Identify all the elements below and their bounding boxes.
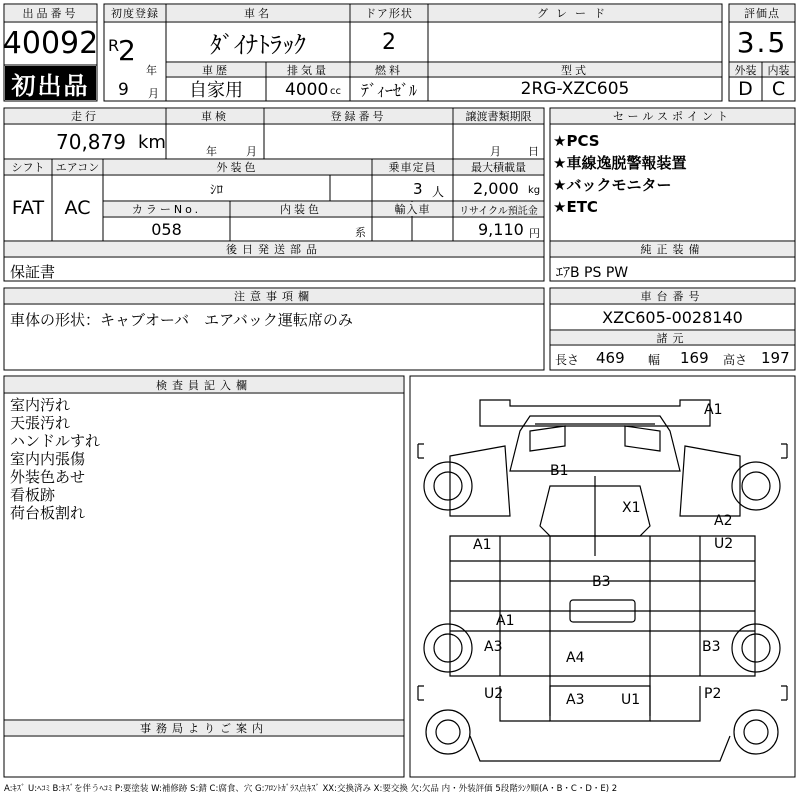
interior-color-label: 内装色 xyxy=(231,202,371,216)
exterior-label: 外装 xyxy=(730,63,761,76)
sales-point: ★車線逸脱警報装置 xyxy=(553,154,687,172)
inspector-item: ハンドルすれ xyxy=(10,432,101,450)
reg-month: 9 xyxy=(118,80,129,100)
later-parts-value: 保証書 xyxy=(10,263,56,281)
mark-bed-left: A1 xyxy=(496,613,515,629)
exterior-color-label: 外装色 xyxy=(104,160,371,174)
height-label: 高さ xyxy=(723,353,748,367)
shift-value: FAT xyxy=(11,197,45,219)
max-load-unit: kg xyxy=(528,185,541,196)
mark-right-rear-panel: B3 xyxy=(702,639,721,655)
aircon-value: AC xyxy=(64,197,91,219)
aircon-label: エアコン xyxy=(53,160,102,174)
exterior-score: D xyxy=(738,78,753,100)
mark-tailgate-left: A3 xyxy=(566,692,585,708)
car-name: ﾀﾞｲﾅﾄﾗｯｸ xyxy=(210,30,306,59)
cc-unit: cc xyxy=(330,86,341,97)
inspector-label: 検査員記入欄 xyxy=(5,377,403,392)
transfer-month-unit: 月 xyxy=(490,145,501,158)
capacity-label: 乗車定員 xyxy=(373,160,452,174)
model-label: 型式 xyxy=(429,63,721,76)
sales-points-label: セールスポイント xyxy=(551,109,794,123)
mileage-label: 走行 xyxy=(5,109,165,123)
shift-label: シフト xyxy=(5,160,51,174)
registration-no-label: 登録番号 xyxy=(265,109,452,123)
genuine-equip-label: 純正装備 xyxy=(551,242,794,256)
lot-number-label: 出品番号 xyxy=(5,5,96,21)
inspector-item: 外装色あせ xyxy=(10,468,86,486)
dimensions-label: 諸元 xyxy=(551,331,794,344)
model-value: 2RG-XZC605 xyxy=(520,79,630,99)
score-value: 3.5 xyxy=(736,25,788,59)
grade-label: グレード xyxy=(429,5,721,21)
import-label: 輸入車 xyxy=(373,202,452,216)
inspector-item: 荷台板割れ xyxy=(10,504,86,522)
reg-year: 2 xyxy=(118,34,136,67)
sales-point: ★PCS xyxy=(553,132,600,150)
mark-left-door: A1 xyxy=(473,537,492,553)
color-no-label: カラーNo. xyxy=(104,202,229,216)
history-label: 車歴 xyxy=(167,63,265,76)
displacement-value: 4000 xyxy=(285,80,329,100)
color-no-value: 058 xyxy=(151,219,182,239)
recycle-fee-value: 9,110 xyxy=(478,220,524,239)
score-label: 評価点 xyxy=(730,5,794,21)
width-label: 幅 xyxy=(648,353,661,367)
fuel-value: ﾃﾞｨｰｾﾞﾙ xyxy=(360,80,417,100)
max-load-label: 最大積載量 xyxy=(454,160,543,174)
length-label: 長さ xyxy=(555,353,580,367)
later-parts-label: 後日発送部品 xyxy=(5,242,543,256)
inspector-item: 室内内張傷 xyxy=(10,450,86,468)
mark-windshield: X1 xyxy=(622,500,641,516)
capacity-value: 3 xyxy=(413,180,423,198)
capacity-unit: 人 xyxy=(432,185,445,199)
history-value: 自家用 xyxy=(189,80,243,101)
inspection-label: 車検 xyxy=(167,109,263,123)
grade-value xyxy=(429,23,721,61)
mark-right-door: A2 xyxy=(714,513,733,529)
notes-label: 注意事項欄 xyxy=(5,289,543,303)
chassis-label: 車台番号 xyxy=(551,289,794,303)
month-unit: 月 xyxy=(148,87,159,100)
width-value: 169 xyxy=(680,349,709,367)
door-value: 2 xyxy=(382,29,396,55)
sales-point: ★ETC xyxy=(553,198,598,216)
mark-right-rear: P2 xyxy=(704,686,722,702)
mark-left-rear: U2 xyxy=(484,686,504,702)
lot-number: 40092 xyxy=(2,25,99,61)
mark-bed-center: B3 xyxy=(592,574,611,590)
interior-color-unit: 系 xyxy=(355,226,366,239)
transfer-deadline-label: 譲渡書類期限 xyxy=(454,109,543,123)
recycle-fee-unit: 円 xyxy=(529,227,540,240)
mark-left-rear-panel: A3 xyxy=(484,639,503,655)
fuel-label: 燃料 xyxy=(351,63,427,76)
genuine-equip-value: ｴｱB PS PW xyxy=(556,265,629,281)
interior-score: C xyxy=(771,78,786,100)
door-label: ドア形状 xyxy=(351,5,427,21)
legend: A:ｷｽﾞ U:ﾍｺﾐ B:ｷｽﾞを伴うﾍｺﾐ P:要塗装 W:補修跡 S:錆 C:腐食、穴 G:ﾌﾛﾝﾄｶﾞﾗｽ点ｷｽﾞ XX:交換済み X:要交換 欠:欠品 内・外装評価 5段階ﾗﾝｸ順(A・B・C・D・E) 2 xyxy=(4,784,618,794)
height-value: 197 xyxy=(761,349,790,367)
recycle-fee-label: リサイクル預託金 xyxy=(454,202,543,216)
sales-point: ★バックモニター xyxy=(553,176,672,194)
year-unit: 年 xyxy=(146,64,157,77)
mark-cab-roof: B1 xyxy=(550,463,569,479)
inspection-year-unit: 年 xyxy=(206,145,217,158)
mark-tailgate-right: U1 xyxy=(621,692,641,708)
mileage-unit: km xyxy=(138,132,166,153)
inspection-month-unit: 月 xyxy=(246,145,257,158)
mark-right-door-dent: U2 xyxy=(714,536,734,552)
notes-value: 車体の形状：キャブオーバ エアバック運転席のみ xyxy=(10,311,353,329)
sales-points-list xyxy=(553,130,686,218)
displacement-label: 排気量 xyxy=(267,63,349,76)
exterior-color-value: ｼﾛ xyxy=(210,182,223,198)
office-label: 事務局よりご案内 xyxy=(5,721,403,735)
transfer-day-unit: 日 xyxy=(528,145,539,158)
mark-front-bumper: A1 xyxy=(704,402,723,418)
chassis-value: XZC605-0028140 xyxy=(602,307,743,327)
length-value: 469 xyxy=(596,349,625,367)
car-name-label: 車名 xyxy=(167,5,349,21)
interior-label: 内装 xyxy=(763,63,794,76)
first-listing-badge: 初出品 xyxy=(5,66,96,100)
first-reg-label: 初度登録 xyxy=(105,5,165,21)
era: R xyxy=(108,36,120,55)
inspector-item: 看板跡 xyxy=(10,486,56,504)
max-load-value: 2,000 xyxy=(473,179,519,198)
inspector-notes xyxy=(10,396,100,522)
inspector-item: 天張汚れ xyxy=(10,414,71,432)
mark-bed-floor: A4 xyxy=(566,650,585,666)
inspector-item: 室内汚れ xyxy=(10,396,71,414)
mileage-value: 70,879 xyxy=(56,130,126,154)
